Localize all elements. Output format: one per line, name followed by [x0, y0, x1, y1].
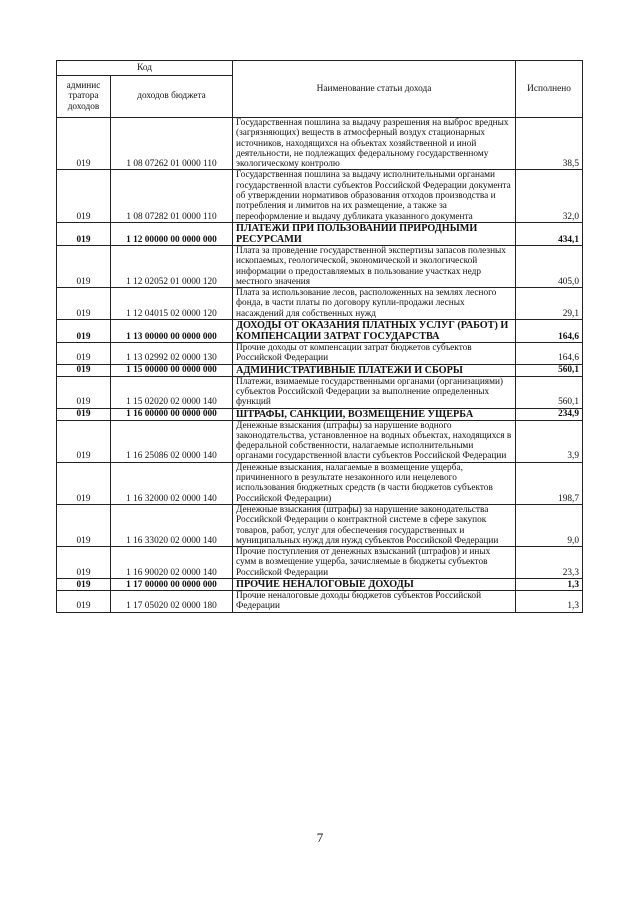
admin-cell: 019 [57, 288, 111, 320]
admin-cell: 019 [57, 376, 111, 408]
amount-cell: 29,1 [516, 288, 583, 320]
amount-cell: 234,9 [516, 408, 583, 420]
name-cell: Прочие неналоговые доходы бюджетов субъектов Российской Федерации [233, 590, 516, 612]
table-row [57, 245, 583, 287]
admin-cell: 019 [57, 504, 111, 546]
code-cell: 1 15 00000 00 0000 000 [111, 364, 233, 376]
amount-cell: 38,5 [516, 118, 583, 170]
admin-column-header: админис тратора доходов [57, 76, 111, 118]
name-column-header: Наименование статьи дохода [233, 61, 516, 118]
code-cell: 1 16 32000 02 0000 140 [111, 462, 233, 504]
code-cell: 1 17 00000 00 0000 000 [111, 578, 233, 590]
code-group-header: Код [57, 61, 233, 76]
table-row [57, 504, 583, 546]
admin-cell: 019 [57, 343, 111, 365]
amount-cell: 23,3 [516, 547, 583, 579]
amount-cell: 1,3 [516, 578, 583, 590]
name-cell: ДОХОДЫ ОТ ОКАЗАНИЯ ПЛАТНЫХ УСЛУГ (РАБОТ) И КОМПЕНСАЦИИ ЗАТРАТ ГОСУДАРСТВА [233, 320, 516, 343]
code-cell: 1 12 04015 02 0000 120 [111, 288, 233, 320]
code-cell: 1 17 05020 02 0000 180 [111, 590, 233, 612]
table-row [57, 343, 583, 365]
admin-cell: 019 [57, 170, 111, 222]
code-cell: 1 12 02052 01 0000 120 [111, 245, 233, 287]
section-row [57, 408, 583, 420]
name-cell: Денежные взыскания (штрафы) за нарушение водного законодательства, установленное на водных объектах, находящихся в федеральной собственности, налагаемые исполнительными органами государственной власти субъектов Российской Федерации [233, 420, 516, 462]
code-cell: 1 12 00000 00 0000 000 [111, 222, 233, 245]
admin-cell: 019 [57, 118, 111, 170]
amount-cell: 1,3 [516, 590, 583, 612]
page-number: 7 [316, 830, 324, 845]
table-row [57, 547, 583, 579]
amount-cell: 434,1 [516, 222, 583, 245]
name-cell: Плата за использование лесов, расположенных на землях лесного фонда, в части платы по договору купли-продажи лесных насаждений для собственных нужд [233, 288, 516, 320]
amount-cell: 405,0 [516, 245, 583, 287]
code-cell: 1 13 00000 00 0000 000 [111, 320, 233, 343]
table-row [57, 170, 583, 222]
admin-cell: 019 [57, 547, 111, 579]
name-cell: Денежные взыскания, налагаемые в возмещение ущерба, причиненного в результате незаконного или нецелевого использования бюджетных средств (в части бюджетов субъектов Российской Федерации) [233, 462, 516, 504]
admin-cell: 019 [57, 320, 111, 343]
amount-cell: 164,6 [516, 320, 583, 343]
amount-cell: 198,7 [516, 462, 583, 504]
table-row [57, 118, 583, 170]
admin-cell: 019 [57, 590, 111, 612]
table-row [57, 420, 583, 462]
admin-cell: 019 [57, 245, 111, 287]
admin-cell: 019 [57, 578, 111, 590]
budget-code-column-header: доходов бюджета [111, 76, 233, 118]
amount-cell: 9,0 [516, 504, 583, 546]
name-cell: ШТРАФЫ, САНКЦИИ, ВОЗМЕЩЕНИЕ УЩЕРБА [233, 408, 516, 420]
table-row [57, 590, 583, 612]
amount-cell: 164,6 [516, 343, 583, 365]
amount-cell: 32,0 [516, 170, 583, 222]
admin-cell: 019 [57, 408, 111, 420]
name-cell: ПРОЧИЕ НЕНАЛОГОВЫЕ ДОХОДЫ [233, 578, 516, 590]
code-cell: 1 13 02992 02 0000 130 [111, 343, 233, 365]
table-body [57, 118, 583, 613]
table-row [57, 288, 583, 320]
code-cell: 1 08 07262 01 0000 110 [111, 118, 233, 170]
name-cell: Плата за проведение государственной экспертизы запасов полезных ископаемых, геологической, экономической и экологической информации о предоставляемых в пользование участках недр местного значения [233, 245, 516, 287]
code-cell: 1 15 02020 02 0000 140 [111, 376, 233, 408]
amount-cell: 560,1 [516, 364, 583, 376]
code-cell: 1 16 33020 02 0000 140 [111, 504, 233, 546]
section-row [57, 364, 583, 376]
code-cell: 1 16 90020 02 0000 140 [111, 547, 233, 579]
admin-cell: 019 [57, 462, 111, 504]
code-cell: 1 08 07282 01 0000 110 [111, 170, 233, 222]
section-row [57, 222, 583, 245]
name-cell: Денежные взыскания (штрафы) за нарушение законодательства Российской Федерации о контрактной системе в сфере закупок товаров, работ, услуг для обеспечения государственных и муниципальных нужд для нужд субъектов Российской Федерации [233, 504, 516, 546]
admin-cell: 019 [57, 420, 111, 462]
admin-cell: 019 [57, 364, 111, 376]
name-cell: Государственная пошлина за выдачу исполнительными органами государственной власти субъектов Российской Федерации документа об утверждении нормативов образования отходов производства и потребления и лимитов на их размещение, а также за переоформление и выдачу дубликата указанного документа [233, 170, 516, 222]
section-row [57, 320, 583, 343]
admin-cell: 019 [57, 222, 111, 245]
name-cell: Прочие поступления от денежных взысканий (штрафов) и иных сумм в возмещение ущерба, зачисляемые в бюджеты субъектов Российской Федерации [233, 547, 516, 579]
name-cell: Прочие доходы от компенсации затрат бюджетов субъектов Российской Федерации [233, 343, 516, 365]
name-cell: Платежи, взимаемые государственными органами (организациями) субъектов Российской Федерации за выполнение определенных функций [233, 376, 516, 408]
name-cell: ПЛАТЕЖИ ПРИ ПОЛЬЗОВАНИИ ПРИРОДНЫМИ РЕСУРСАМИ [233, 222, 516, 245]
table-row [57, 462, 583, 504]
name-cell: АДМИНИСТРАТИВНЫЕ ПЛАТЕЖИ И СБОРЫ [233, 364, 516, 376]
table-row [57, 376, 583, 408]
name-cell: Государственная пошлина за выдачу разрешения на выброс вредных (загрязняющих) веществ в атмосферный воздух стационарных источников, находящихся на объектах хозяйственной и иной деятельности, не подлежащих федеральному государственному экологическому контролю [233, 118, 516, 170]
amount-cell: 3,9 [516, 420, 583, 462]
revenue-table [56, 60, 583, 613]
amount-cell: 560,1 [516, 376, 583, 408]
section-row [57, 578, 583, 590]
code-cell: 1 16 00000 00 0000 000 [111, 408, 233, 420]
code-cell: 1 16 25086 02 0000 140 [111, 420, 233, 462]
amount-column-header: Исполнено [516, 61, 583, 118]
